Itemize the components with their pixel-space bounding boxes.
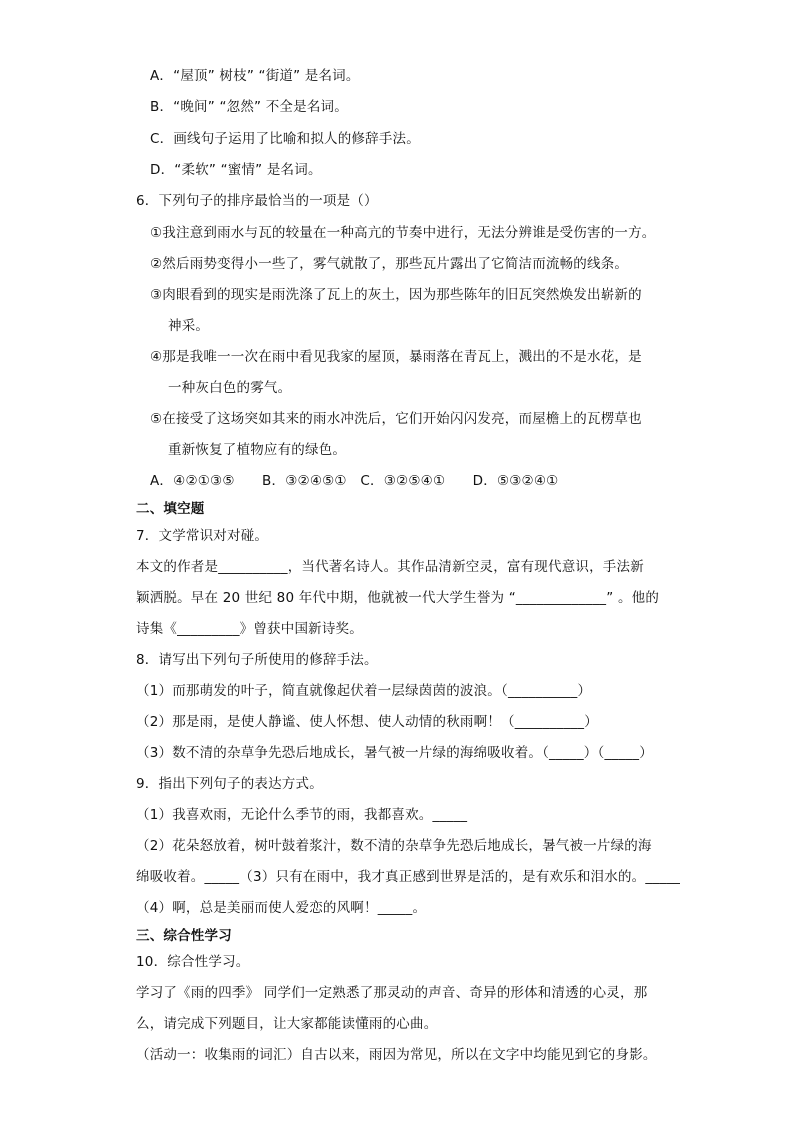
q10-line-3: （活动一：收集雨的词汇）自古以来，雨因为常见，所以在文字中均能见到它的身影。 xyxy=(136,1047,657,1063)
q6-sentence-4-cont: 一种灰白色的雾气。 xyxy=(168,380,292,396)
q7-line-1: 本文的作者是__________，当代著名诗人。其作品清新空灵，富有现代意识，手法新 xyxy=(136,559,644,575)
q6-sentence-2: ②然后雨势变得小一些了，雾气就散了，那些瓦片露出了它简洁而流畅的线条。 xyxy=(150,256,629,272)
q6-options: A．④②①③⑤ B．③②④⑤① C．③②⑤④① D．⑤③②④① xyxy=(150,473,559,489)
q9-stem: 9．指出下列句子的表达方式。 xyxy=(136,776,323,792)
q6-sentence-5: ⑤在接受了这场突如其来的雨水冲洗后，它们开始闪闪发亮，而屋檐上的瓦楞草也 xyxy=(150,411,642,427)
q7-line-2: 颖洒脱。早在 20 世纪 80 年代中期，他就被一代大学生誉为 “_____________” 。他的 xyxy=(136,590,660,606)
q6-sentence-4: ④那是我唯一一次在雨中看见我家的屋顶，暴雨落在青瓦上，溅出的不是水花，是 xyxy=(150,349,642,365)
q5-option-b: B．“晚间” “忽然” 不全是名词。 xyxy=(150,99,348,115)
q6-sentence-3: ③肉眼看到的现实是雨洗涤了瓦上的灰土，因为那些陈年的旧瓦突然焕发出崭新的 xyxy=(150,287,642,303)
q7-stem: 7．文学常识对对碰。 xyxy=(136,528,269,544)
q6-sentence-1: ①我注意到雨水与瓦的较量在一种高亢的节奏中进行，无法分辨谁是受伤害的一方。 xyxy=(150,225,656,241)
q9-item-2-cont: 绵吸收着。_____（3）只有在雨中，我才真正感到世界是活的，是有欢乐和泪水的。_____ xyxy=(136,869,681,885)
q9-item-4: （4）啊，总是美丽而使人爱恋的风啊！_____。 xyxy=(136,900,427,916)
q5-option-a: A．“屋顶” 树枝” “街道” 是名词。 xyxy=(150,68,360,84)
q6-stem: 6．下列句子的排序最恰当的一项是（） xyxy=(136,193,378,209)
q9-item-2: （2）花朵怒放着，树叶鼓着浆汁，数不清的杂草争先恐后地成长，暑气被一片绿的海 xyxy=(136,838,652,854)
q8-stem: 8．请写出下列句子所使用的修辞手法。 xyxy=(136,652,378,668)
q6-sentence-5-cont: 重新恢复了植物应有的绿色。 xyxy=(168,442,347,458)
q10-line-1: 学习了《雨的四季》 同学们一定熟悉了那灵动的声音、奇异的形体和清透的心灵，那 xyxy=(136,985,648,1001)
q5-option-d: D．“柔软” “蜜情” 是名词。 xyxy=(150,162,322,178)
q8-item-1: （1）而那萌发的叶子，简直就像起伏着一层绿茵茵的波浪。（__________） xyxy=(136,683,592,699)
q8-item-2: （2）那是雨，是使人静谧、使人怀想、使人动情的秋雨啊！（__________） xyxy=(136,714,598,730)
q10-line-2: 么，请完成下列题目，让大家都能读懂雨的心曲。 xyxy=(136,1016,438,1032)
q9-item-1: （1）我喜欢雨，无论什么季节的雨，我都喜欢。_____ xyxy=(136,807,468,823)
section-2-title: 二、填空题 xyxy=(136,501,205,517)
section-3-title: 三、综合性学习 xyxy=(136,928,232,944)
q5-option-c: C．画线句子运用了比喻和拟人的修辞手法。 xyxy=(150,131,420,147)
q7-line-3: 诗集《_________》曾获中国新诗奖。 xyxy=(136,621,363,637)
q8-item-3: （3）数不清的杂草争先恐后地成长，暑气被一片绿的海绵吸收着。（_____）（_____） xyxy=(136,745,653,761)
q6-sentence-3-cont: 神采。 xyxy=(168,318,210,334)
q10-stem: 10．综合性学习。 xyxy=(136,954,250,970)
